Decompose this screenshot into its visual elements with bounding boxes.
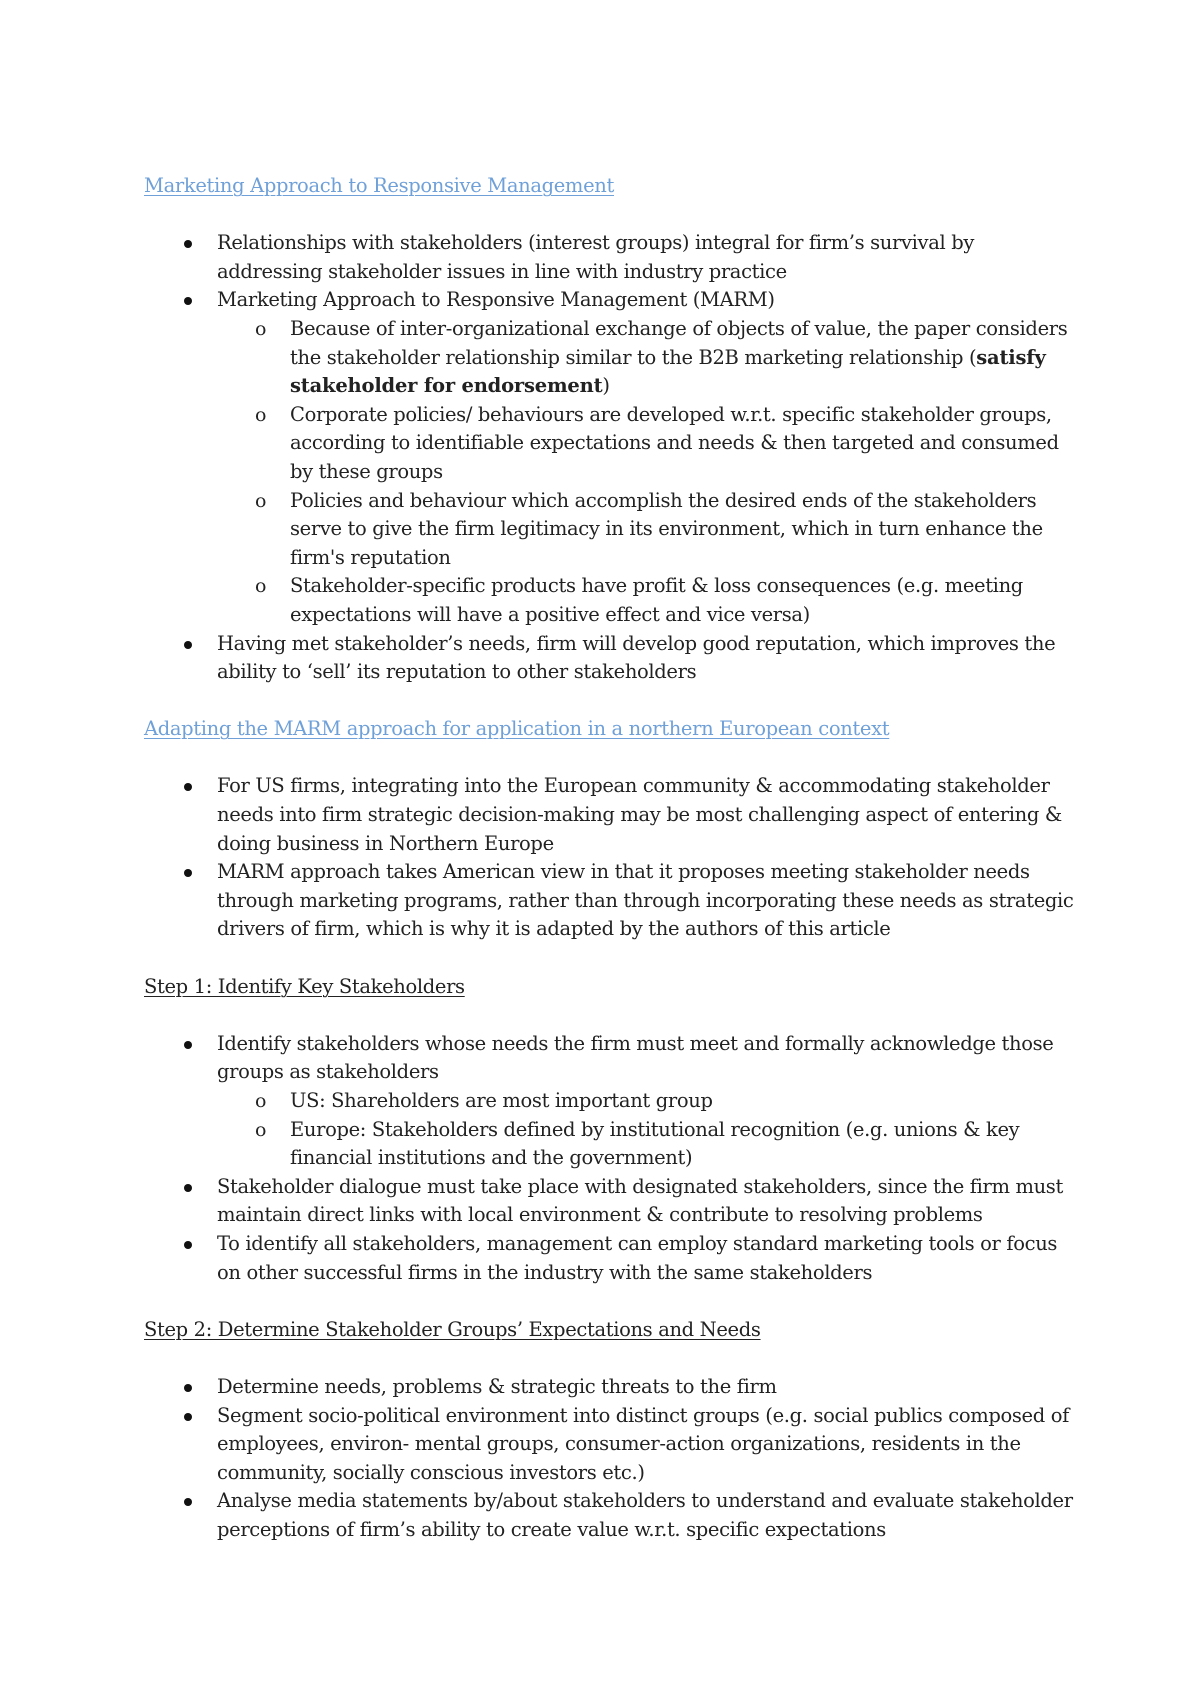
- list-item-text: Having met stakeholder’s needs, firm will develop good reputation, which improves the ability to ‘sell’ its reputation to other stakeholders: [217, 631, 1056, 684]
- sub-item-text: Stakeholder-specific products have profit & loss consequences (e.g. meeting expectations will have a positive effect and vice versa): [290, 574, 1023, 626]
- list-item: [144, 1402, 1074, 1488]
- sub-item-text: Corporate policies/ behaviours are developed w.r.t. specific stakeholder groups, according to identifiable expectations and needs & then targeted and consumed by these groups: [290, 402, 1059, 483]
- circle-bullet-icon: o: [255, 575, 267, 598]
- bullet-icon: [184, 240, 192, 248]
- list-item: [144, 1487, 1074, 1544]
- list-item-text: For US firms, integrating into the European community & accommodating stakeholder needs into firm strategic decision-making may be most challenging aspect of entering & doing business in Northern Europe: [217, 774, 1062, 855]
- list-item-text: Determine needs, problems & strategic threats to the firm: [217, 1374, 777, 1398]
- sub-item-text: US: Shareholders are most important group: [290, 1089, 713, 1112]
- list-item: [144, 1230, 1074, 1287]
- list-item-text: Relationships with stakeholders (interest groups) integral for firm’s survival by addressing stakeholder issues in line with industry practice: [217, 231, 975, 283]
- list-item: [144, 229, 1074, 286]
- bullet-icon: [184, 783, 192, 791]
- section-heading-adapting-marm[interactable]: Adapting the MARM approach for application in a northern European context: [144, 717, 890, 741]
- list-item: [144, 1373, 1074, 1402]
- section-heading-step-2: Step 2: Determine Stakeholder Groups’ Expectations and Needs: [144, 1317, 761, 1341]
- list-item: [144, 630, 1074, 687]
- sub-list-item: [217, 315, 1074, 401]
- list-item: [144, 858, 1074, 944]
- list-item-text: To identify all stakeholders, management can employ standard marketing tools or focus on other successful firms in the industry with the same stakeholders: [217, 1231, 1058, 1284]
- sub-list-item: [217, 487, 1074, 573]
- sub-item-text: Europe: Stakeholders defined by institutional recognition (e.g. unions & key financial institutions and the government): [290, 1117, 1020, 1170]
- bullet-icon: [184, 869, 192, 877]
- list-item-text: Identify stakeholders whose needs the firm must meet and formally acknowledge those groups as stakeholders: [217, 1031, 1054, 1084]
- list-item-text: Marketing Approach to Responsive Management (MARM): [217, 288, 775, 312]
- bullet-icon: [184, 1041, 192, 1049]
- bullet-list: [144, 229, 1074, 687]
- bullet-list: [144, 1373, 1074, 1545]
- list-item-text: Analyse media statements by/about stakeholders to understand and evaluate stakeholder perceptions of firm’s ability to create value w.r.t. specific expectations: [217, 1489, 1073, 1541]
- list-item: [144, 1030, 1074, 1173]
- sub-list-item: [217, 572, 1074, 629]
- sub-list-item: [217, 1116, 1074, 1173]
- bullet-list: [144, 772, 1074, 944]
- list-item-text: Stakeholder dialogue must take place with designated stakeholders, since the firm must maintain direct links with local environment & contribute to resolving problems: [217, 1174, 1063, 1227]
- bullet-icon: [184, 1384, 192, 1392]
- bullet-icon: [184, 641, 192, 649]
- sub-item-text: Policies and behaviour which accomplish the desired ends of the stakeholders serve to give the firm legitimacy in its environment, which in turn enhance the firm's reputation: [290, 488, 1043, 569]
- sub-item-text: Because of inter-organizational exchange of objects of value, the paper considers the stakeholder relationship similar to the B2B marketing relationship (: [290, 316, 1068, 369]
- circle-bullet-icon: o: [255, 1118, 267, 1141]
- bullet-icon: [184, 1413, 192, 1421]
- circle-bullet-icon: o: [255, 489, 267, 512]
- sub-item-text-tail: ): [602, 374, 610, 398]
- bullet-icon: [184, 1184, 192, 1192]
- bold-phrase: satisfy stakeholder for endorsement: [290, 345, 1046, 398]
- bullet-icon: [184, 297, 192, 305]
- circle-bullet-icon: o: [255, 403, 267, 426]
- section-heading-step-1: Step 1: Identify Key Stakeholders: [144, 974, 465, 998]
- list-item-text: Segment socio-political environment into distinct groups (e.g. social publics composed of employees, environ- mental groups, consumer-action organizations, residents in the community, socially conscious investors etc.): [217, 1403, 1069, 1484]
- list-item: [144, 286, 1074, 629]
- circle-bullet-icon: o: [255, 317, 267, 340]
- bullet-list: [144, 1030, 1074, 1287]
- sub-list-item: [217, 1087, 1074, 1116]
- sub-list: [217, 315, 1074, 630]
- circle-bullet-icon: o: [255, 1090, 267, 1112]
- section-heading-marm[interactable]: Marketing Approach to Responsive Management: [144, 174, 614, 197]
- bullet-icon: [184, 1241, 192, 1249]
- bullet-icon: [184, 1498, 192, 1506]
- document-body: [144, 172, 1074, 1545]
- list-item: [144, 1173, 1074, 1230]
- sub-list: [217, 1087, 1074, 1173]
- list-item-text: MARM approach takes American view in that it proposes meeting stakeholder needs through marketing programs, rather than through incorporating these needs as strategic drivers of firm, which is why it is adapted by the authors of this article: [217, 860, 1074, 941]
- list-item: [144, 772, 1074, 858]
- sub-list-item: [217, 401, 1074, 487]
